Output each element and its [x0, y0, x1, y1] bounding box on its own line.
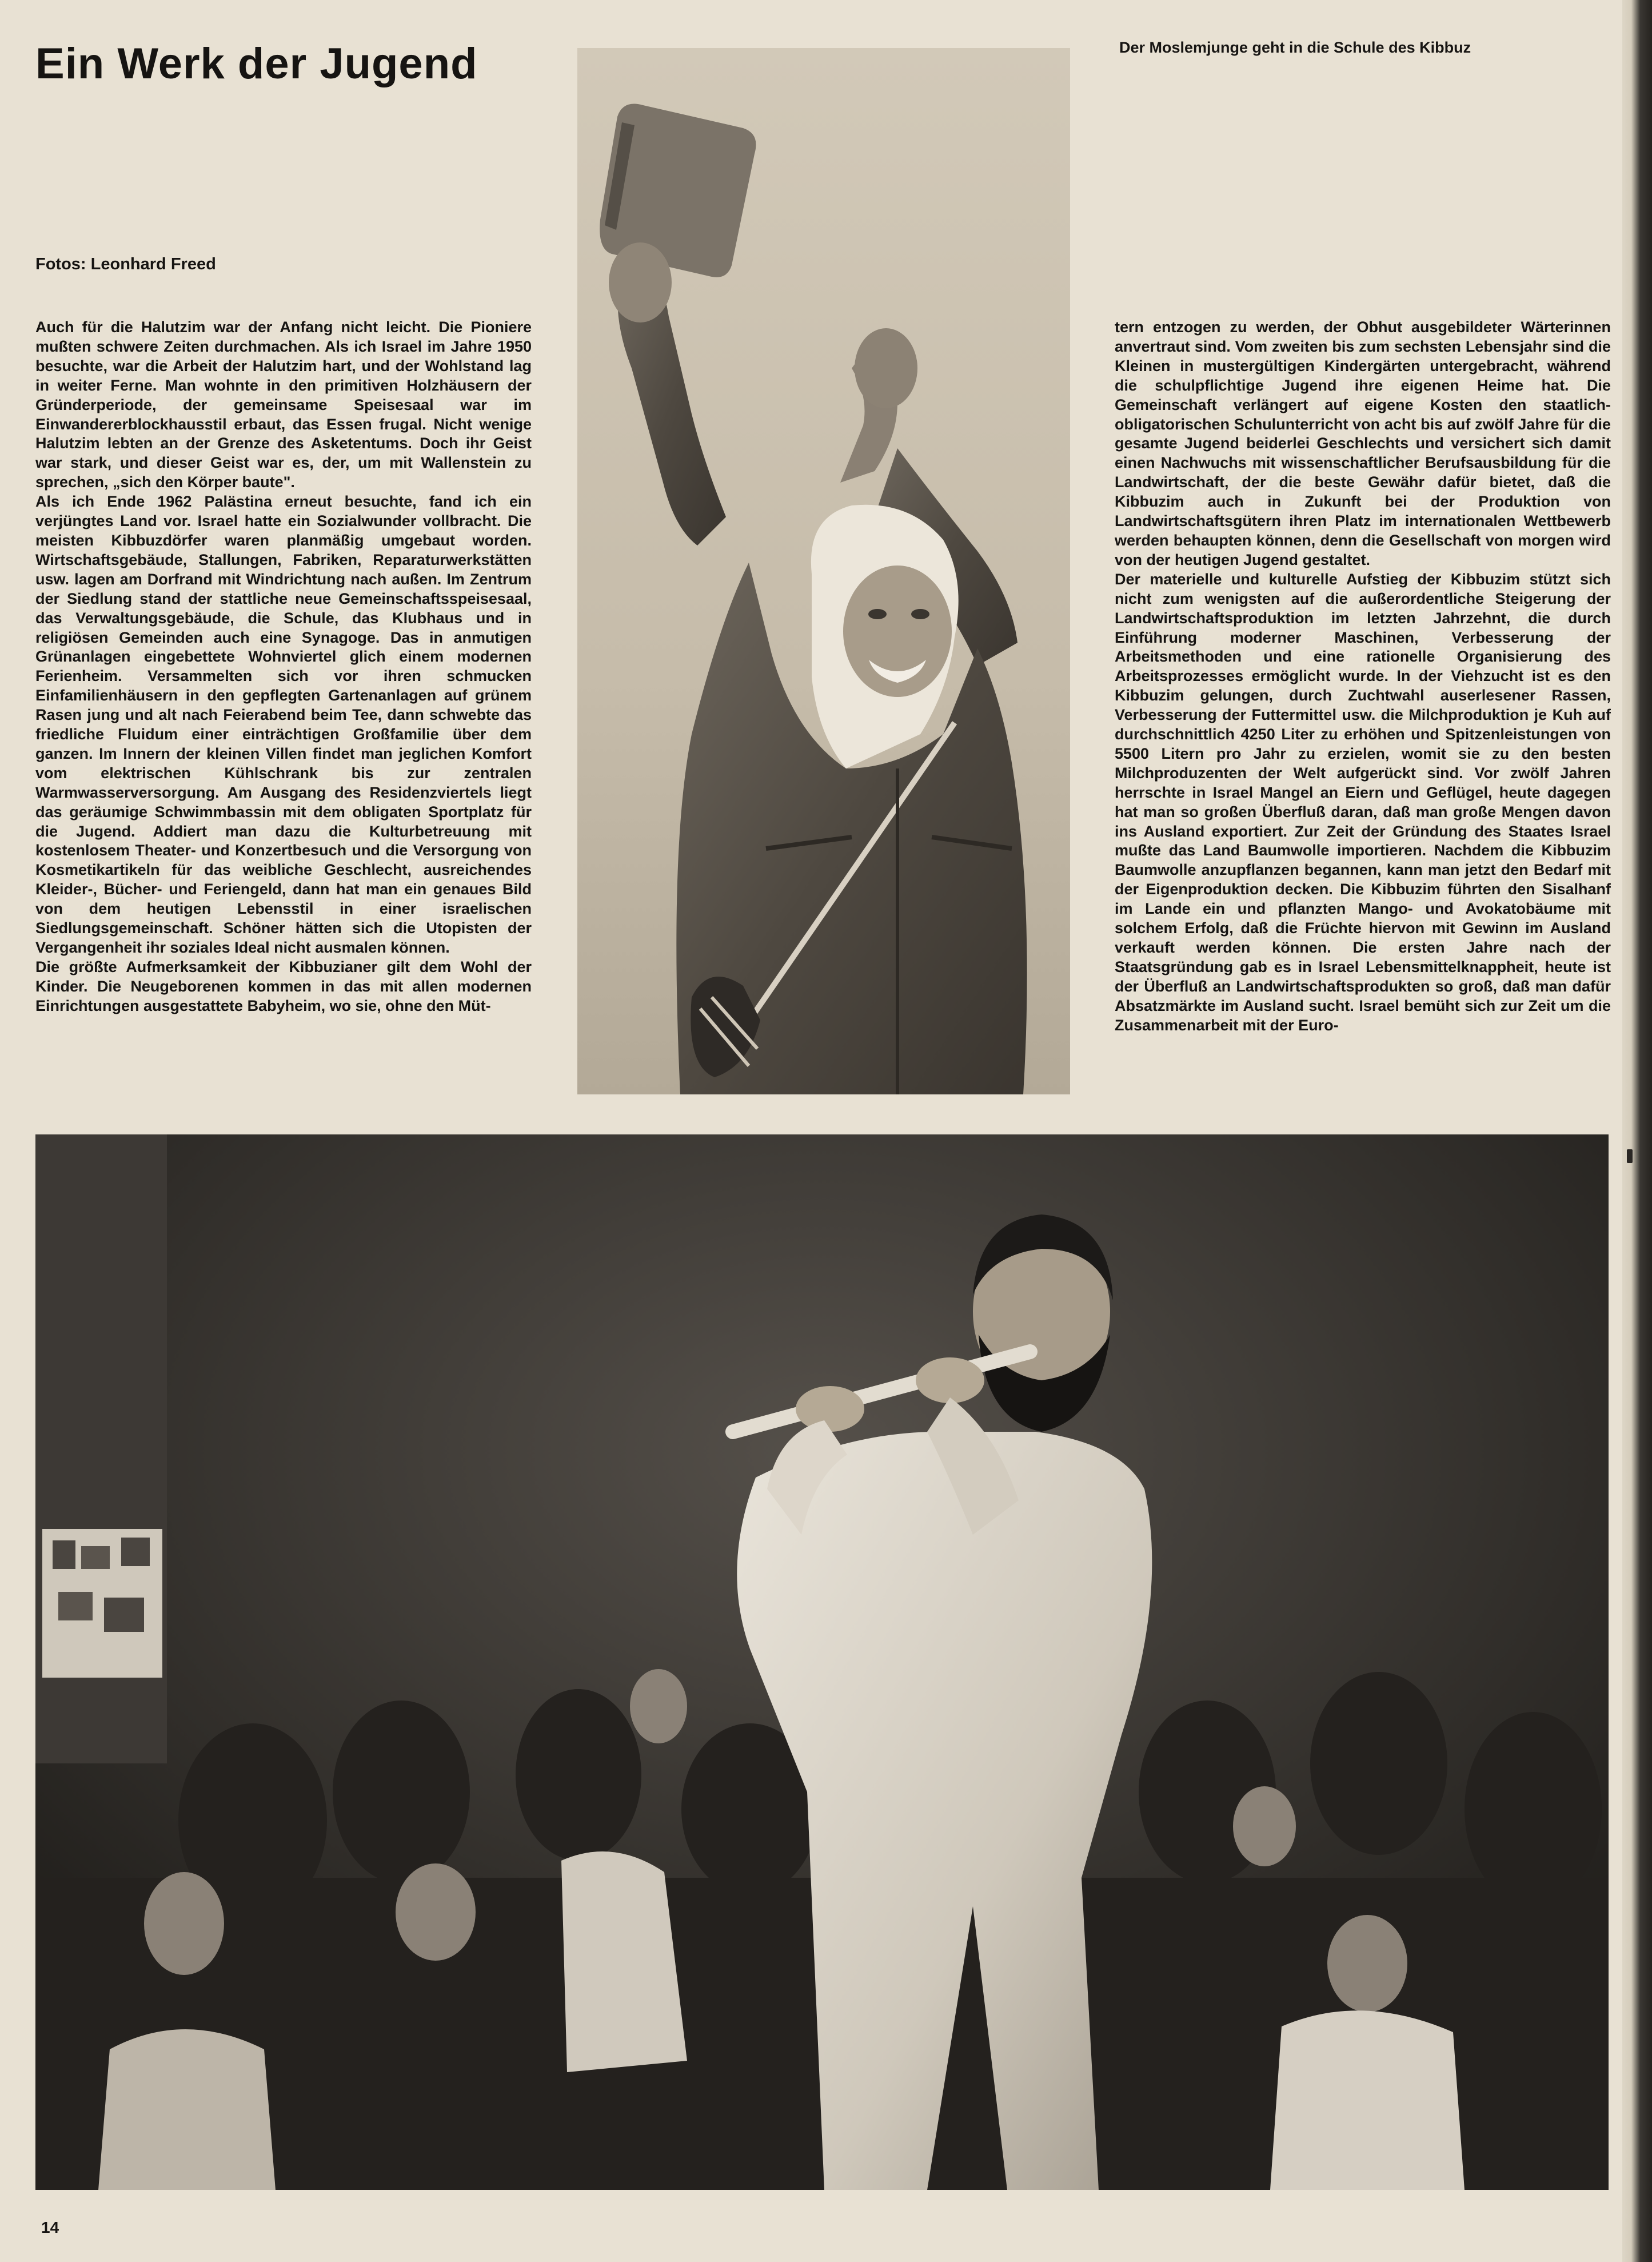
photo-flute-illustration — [35, 1134, 1609, 2190]
paragraph: Auch für die Halutzim war der Anfang nicht leicht. Die Pioniere mußten schwere Zeiten durchmachen. Als ich Israel im Jahre 1950 besuchte, war die Arbeit der Halutzim hart, und der Wohlstand lag in weiter Ferne. Man wohnte in den primitiven Holzhäusern der Gründerperiode, der gemeinsame Speisesaal war im Einwandererblockhausstil erbaut, das Essen frugal. Nicht wenige Halutzim lebten an der Grenze des Asketentums. Doch ihr Geist war stark, und dieser Geist war es, der, um mit Wallenstein zu sprechen, „sich den Körper baute". — [35, 318, 532, 491]
photo-girl-illustration — [577, 48, 1070, 1094]
photo-caption: Der Moslemjunge geht in die Schule des Kibbuz — [1119, 39, 1471, 56]
photo-flute-player — [35, 1134, 1609, 2190]
article-title: Ein Werk der Jugend — [35, 39, 478, 88]
next-page-fragment — [1627, 1149, 1633, 1163]
paragraph: Als ich Ende 1962 Palästina erneut besuchte, fand ich ein verjüngtes Land vor. Israel hatte ein Sozialwunder vollbracht. Die meisten Kibbuzdörfer waren planmäßig umgebaut worden. Wirtschaftsgebäude, Stallungen, Fabriken, Reparaturwerkstätten usw. lagen am Dorfrand mit Windrichtung nach außen. Im Zentrum der Siedlung stand der stattliche neue Gemeinschaftsspeisesaal, das Verwaltungsgebäude, die Schule, das Klubhaus und in religiösen Gemeinden auch eine Synagoge. Das in anmutigen Grünanlagen eingebettete Wohnviertel glich einem modernen Ferienheim. Versammelten sich vor ihren schmucken Einfamilienhäusern in den gepflegten Gartenanlagen auf grünem Rasen jung und alt nach Feierabend beim Tee, dann schwebte das friedliche Fluidum einer einträchtigen Großfamilie über dem ganzen. Im Innern der kleinen Villen findet man jeglichen Komfort vom elektrischen Kühlschrank bis zur zentralen Warmwasserversorgung. Am Ausgang des Residenzviertels liegt das geräumige Schwimmbassin mit dem obligaten Sportplatz für die Jugend. Addiert man dazu die Kulturbetreuung mit kostenlosem Theater- und Konzertbesuch und die Versorgung von Kosmetikartikeln für das weibliche Geschlecht, ausreichendes Kleider-, Bücher- und Feriengeld, dann hat man ein genaues Bild von dem heutigen Lebensstil in einer israelischen Siedlungsgemeinschaft. Schöner hätten sich die Utopisten der Vergangenheit ihr soziales Ideal nicht ausmalen können. — [35, 493, 532, 956]
article-column-right — [1115, 318, 1611, 1098]
paragraph: tern entzogen zu werden, der Obhut ausgebildeter Wärterinnen anvertraut sind. Vom zweiten bis zum sechsten Lebensjahr sind die Kleinen in mustergültigen Kindergärten untergebracht, während die schulpflichtige Jugend ihre eigenen Heime hat. Die Gemeinschaft verlängert auf eigene Kosten den staatlich-obligatorischen Schulunterricht von acht bis auf zwölf Jahre für die gesamte Jugend beiderlei Geschlechts und versichert sich damit einen Nachwuchs mit wissenschaftlicher Berufsausbildung für die Landwirtschaft, der die beste Gewähr dafür bietet, daß die Kibbuzim auch in Zukunft bei der Produktion von Landwirtschaftsgütern ihren Platz im internationalen Wettbewerb werden behaupten können, denn die Gesellschaft von morgen wird von der heutigen Jugend gestaltet. — [1115, 318, 1611, 568]
article-column-left — [35, 318, 532, 1098]
photo-credit: Fotos: Leonhard Freed — [35, 255, 216, 273]
page-number: 14 — [41, 2219, 59, 2236]
paragraph: Der materielle und kulturelle Aufstieg der Kibbuzim stützt sich nicht zum wenigsten auf die außerordentliche Steigerung der Landwirtschaftsproduktion im letzten Jahrzehnt, die durch Einführung moderner Maschinen, Verbesserung der Arbeitsmethoden und eine rationelle Organisierung des Arbeitsprozesses ermöglicht wurde. In der Viehzucht ist es den Kibbuzim gelungen, durch Zuchtwahl auserlesener Rassen, Verbesserung der Futtermittel usw. die Milchproduktion je Kuh auf durchschnittlich 4250 Liter zu erhöhen und Spitzenleistungen von 5500 Litern pro Jahr zu erzielen, womit sie zu den besten Milchproduzenten der Welt aufgerückt sind. Vor zwölf Jahren herrschte in Israel Mangel an Eiern und Geflügel, heute dagegen hat man so großen Überfluß daran, daß man große Mengen davon ins Ausland exportiert. Zur Zeit der Gründung des Staates Israel mußte das Land Baumwolle importieren. Nachdem die Kibbuzim Baumwolle anzupflanzen begannen, kann man jetzt den Bedarf mit der Eigenproduktion decken. Die Kibbuzim führten den Sisalhanf im Lande ein und pflanzten Mango- und Avokatobäume mit solchem Erfolg, daß die Früchte hiervon mit Gewinn im Ausland verkauft werden können. Die ersten Jahre nach der Staatsgründung gab es in Israel Lebensmittelknappheit, heute ist der Überfluß an Landwirtschaftsprodukten so groß, daß man dafür Absatzmärkte im Ausland sucht. Israel bemüht sich zur Zeit um die Zusammenarbeit mit der Euro- — [1115, 570, 1611, 1034]
photo-girl-with-book — [577, 48, 1070, 1094]
paragraph: Die größte Aufmerksamkeit der Kibbuzianer gilt dem Wohl der Kinder. Die Neugeborenen kommen in das mit allen modernen Einrichtungen ausgestattete Babyheim, wo sie, ohne den Müt- — [35, 958, 532, 1014]
next-page-edge — [1622, 0, 1652, 2262]
